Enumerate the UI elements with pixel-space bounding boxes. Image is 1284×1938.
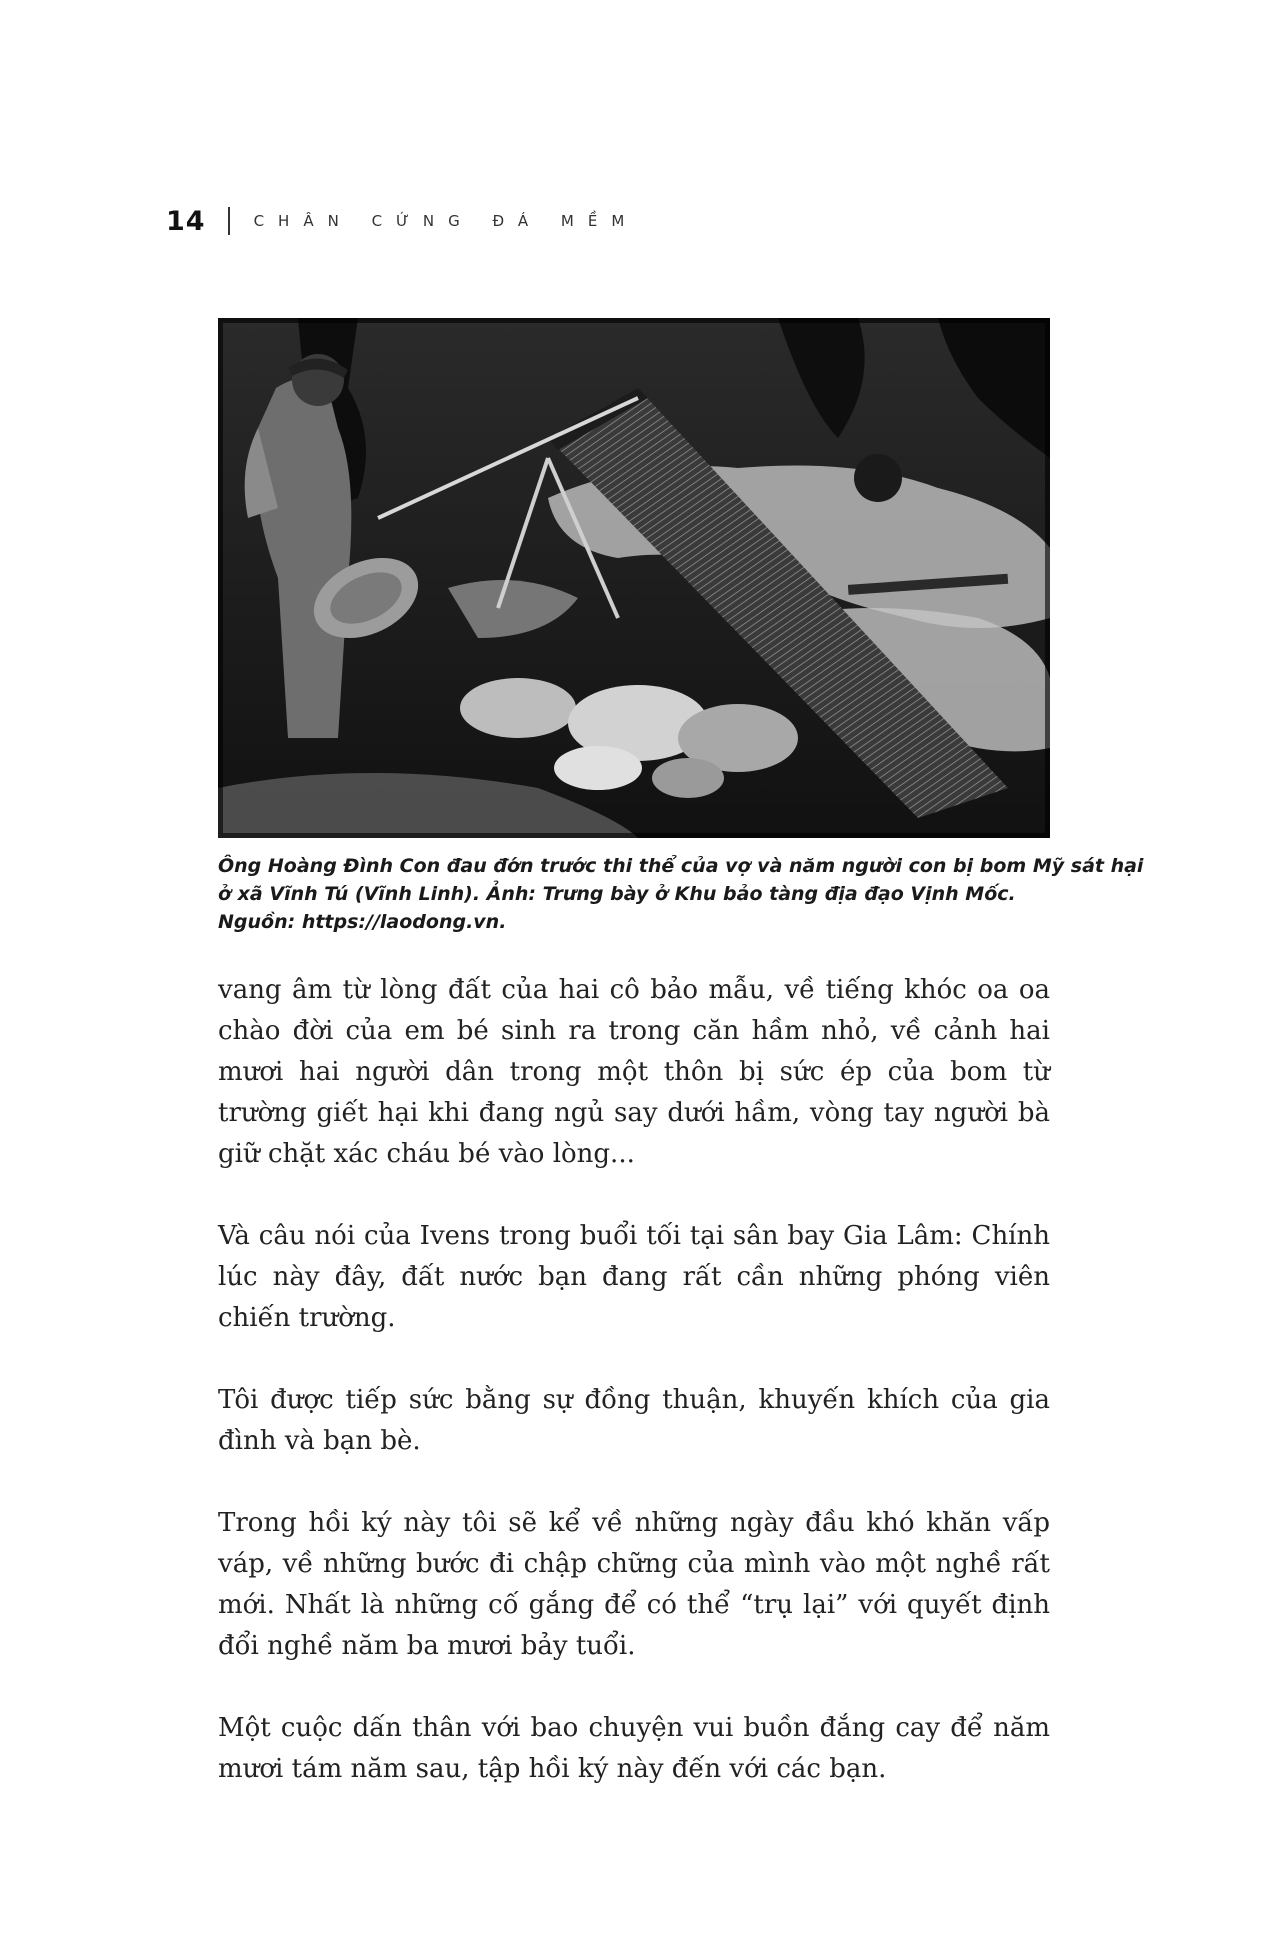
header-divider	[228, 207, 230, 235]
paragraph: Trong hồi ký này tôi sẽ kể về những ngày đầu khó khăn vấp váp, về những bước đi chập chững của mình vào một nghề rất mới. Nhất là những cố gắng để có thể “trụ lại” với quyết định đổi nghề năm ba mươi bảy tuổi.	[218, 1508, 1050, 1661]
body-text	[218, 970, 1050, 1790]
book-title: CHÂN CỨNG ĐÁ MỀM	[253, 212, 639, 230]
caption-line: Ông Hoàng Đình Con đau đớn trước thi thể của vợ và năm người con bị bom Mỹ sát hại	[218, 855, 1144, 877]
paragraph: Một cuộc dấn thân với bao chuyện vui buồn đắng cay để năm mươi tám năm sau, tập hồi ký này đến với các bạn.	[218, 1713, 1050, 1784]
paragraph: Và câu nói của Ivens trong buổi tối tại sân bay Gia Lâm: Chính lúc này đây, đất nước bạn đang rất cần những phóng viên chiến trường.	[218, 1221, 1050, 1333]
paragraph: Tôi được tiếp sức bằng sự đồng thuận, khuyến khích của gia đình và bạn bè.	[218, 1385, 1050, 1456]
running-header	[166, 203, 638, 239]
paragraph: vang âm từ lòng đất của hai cô bảo mẫu, về tiếng khóc oa oa chào đời của em bé sinh ra trong căn hầm nhỏ, về cảnh hai mươi hai người dân trong một thôn bị sức ép của bom từ trường giết hại khi đang ngủ say dưới hầm, vòng tay người bà giữ chặt xác cháu bé vào lòng...	[218, 975, 1050, 1169]
photo-caption	[218, 852, 1144, 936]
caption-line: ở xã Vĩnh Tú (Vĩnh Linh). Ảnh: Trưng bày ở Khu bảo tàng địa đạo Vịnh Mốc.	[218, 883, 1016, 905]
historical-photo	[218, 318, 1050, 838]
page-number: 14	[166, 205, 206, 237]
photo-illustration	[218, 318, 1050, 838]
caption-line: Nguồn: https://laodong.vn.	[218, 911, 507, 933]
